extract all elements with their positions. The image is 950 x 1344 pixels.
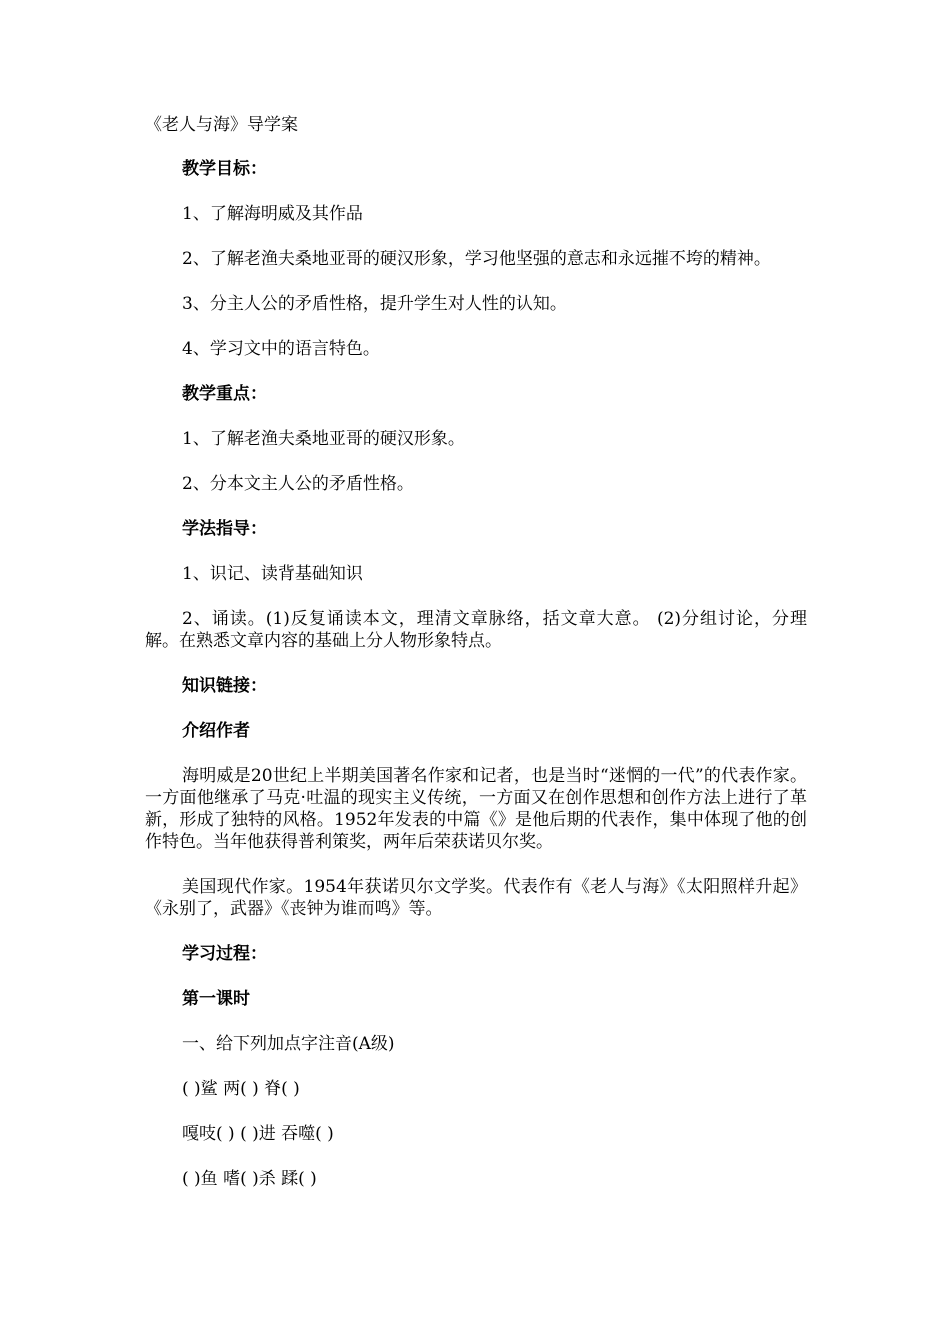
goal-item-4: 4、学习文中的语言特色。 xyxy=(182,339,380,359)
method-heading: 学法指导： xyxy=(182,519,267,539)
method-item-2: 2、诵读。(1)反复诵读本文，理清文章脉络，括文章大意。 (2)分组讨论，分理解。在熟悉文章内容的基础上分人物形象特点。 xyxy=(145,609,807,651)
exercise-row-1: ( )鲨 两( ) 脊( ) xyxy=(182,1079,300,1099)
goal-item-1: 1、了解海明威及其作品 xyxy=(182,204,363,224)
author-intro-heading: 介绍作者 xyxy=(182,721,250,741)
exercise-row-3: ( )鱼 嗜( )杀 蹂( ) xyxy=(182,1169,317,1189)
document-page xyxy=(145,114,807,1213)
first-lesson-heading: 第一课时 xyxy=(182,989,250,1009)
author-paragraph-2: 美国现代作家。1954年获诺贝尔文学奖。代表作有《老人与海》《太阳照样升起》《永别了，武器》《丧钟为谁而鸣》等。 xyxy=(145,877,807,919)
learning-process-heading: 学习过程： xyxy=(182,944,267,964)
key-points-heading: 教学重点： xyxy=(182,384,267,404)
key-point-2: 2、分本文主人公的矛盾性格。 xyxy=(182,474,414,494)
teaching-goals-heading: 教学目标： xyxy=(182,159,267,179)
goal-item-3: 3、分主人公的矛盾性格，提升学生对人性的认知。 xyxy=(182,294,567,314)
key-point-1: 1、了解老渔夫桑地亚哥的硬汉形象。 xyxy=(182,429,465,449)
goal-item-2: 2、了解老渔夫桑地亚哥的硬汉形象，学习他坚强的意志和永远摧不垮的精神。 xyxy=(182,249,771,269)
author-paragraph-1: 海明威是20世纪上半期美国著名作家和记者，也是当时“迷惘的一代”的代表作家。一方面他继承了马克·吐温的现实主义传统，一方面又在创作思想和创作方法上进行了革新，形成了独特的风格。1952年发表的中篇《》是他后期的代表作，集中体现了他的创作特色。当年他获得普利策奖，两年后荣获诺贝尔奖。 xyxy=(145,766,807,852)
exercise-row-2: 嘎吱( ) ( )进 吞噬( ) xyxy=(182,1124,334,1144)
method-item-1: 1、识记、读背基础知识 xyxy=(182,564,363,584)
exercise-1-prompt: 一、给下列加点字注音(A级) xyxy=(182,1034,395,1054)
knowledge-link-heading: 知识链接： xyxy=(182,676,267,696)
document-title: 《老人与海》导学案 xyxy=(145,115,298,135)
